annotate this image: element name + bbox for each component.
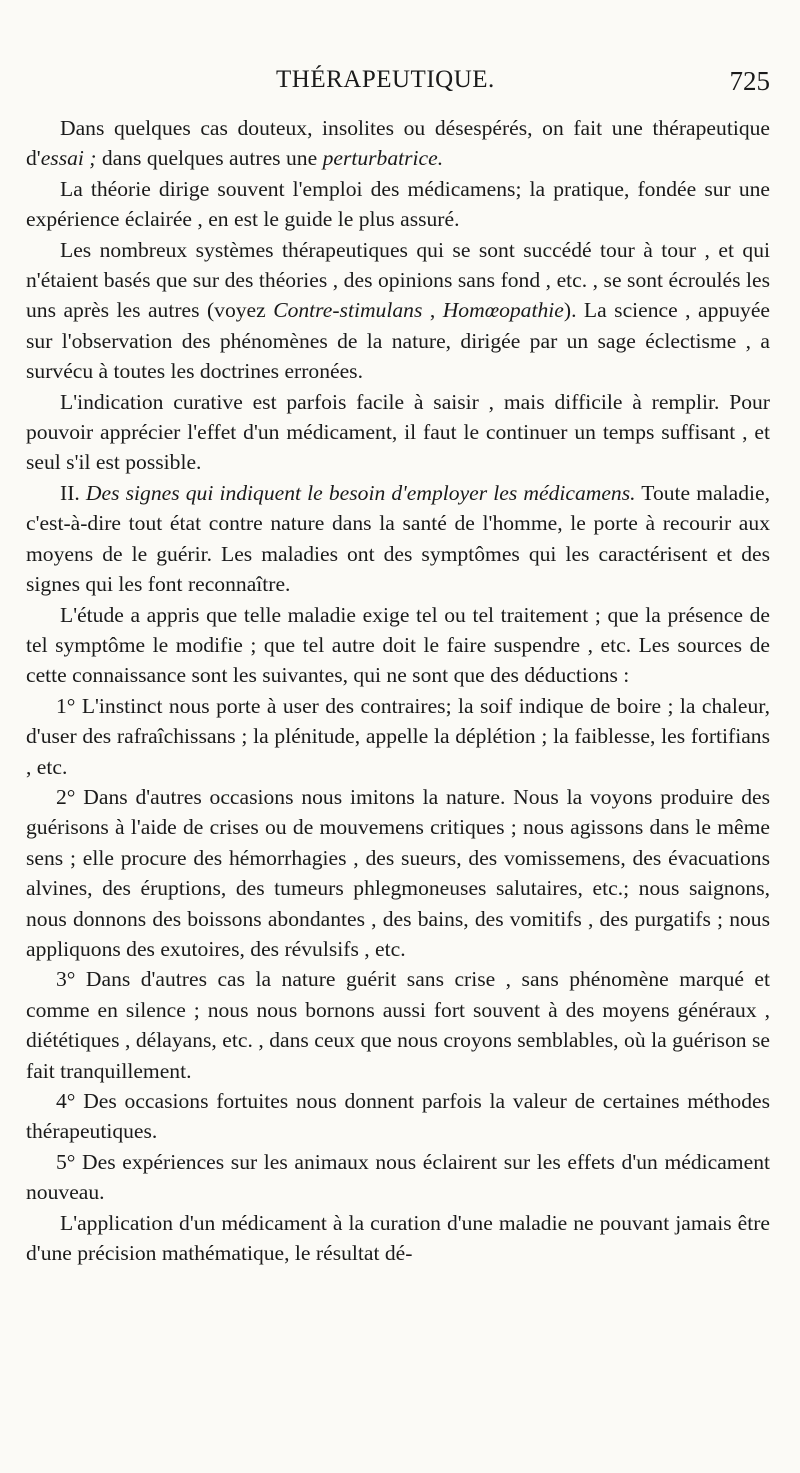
paragraph xyxy=(26,387,770,478)
text-run: L'étude a appris que telle maladie exige tel ou tel traitement ; que la présence de tel symptôme le modifie ; que tel autre doit le faire suspendre , etc. Les sources de cette connaissance sont les suivantes, qui ne sont que des déductions : xyxy=(26,602,770,688)
text-run: , xyxy=(422,298,443,323)
paragraph xyxy=(26,600,770,691)
text-run: 1° L'instinct nous porte à user des contraires; la soif indique de boire ; la chaleur, d'user des rafraîchissans ; la plénitude, appelle la déplétion ; la faiblesse, les fortifians , etc. xyxy=(26,693,770,779)
running-title: THÉRAPEUTIQUE. xyxy=(276,66,495,93)
italic-text: perturbatrice. xyxy=(322,146,444,171)
text-run: La théorie dirige souvent l'emploi des médicamens; la pratique, fondée sur une expérience éclairée , en est le guide le plus assuré. xyxy=(26,176,770,232)
text-run: ). La science , appuyée sur l'observation des phénomènes de la nature, dirigée par un sage éclectisme , a survécu à toutes les doctrines erronées. xyxy=(26,298,770,384)
paragraph xyxy=(26,1208,770,1269)
paragraph xyxy=(26,1147,770,1208)
text-run: Les nombreux systèmes thérapeutiques qui se sont succédé tour à tour , et qui n'étaient basés que sur des théories , des opinions sans fond , etc. , se sont écroulés les uns après les autres (voyez xyxy=(26,237,770,323)
text-run: Toute maladie, c'est-à-dire tout état contre nature dans la santé de l'homme, le porte à recourir aux moyens de le guérir. Les maladies ont des symptômes qui les caractérisent et des signes qui les font reconnaître. xyxy=(26,480,771,597)
body-text xyxy=(26,113,770,1268)
text-run: L'application d'un médicament à la curation d'une maladie ne pouvant jamais être d'une précision mathématique, le résultat dé- xyxy=(26,1210,770,1266)
paragraph xyxy=(26,964,770,1086)
text-run: II. xyxy=(60,480,86,505)
italic-text: Homœopathie xyxy=(442,298,564,323)
text-run: L'indication curative est parfois facile à saisir , mais difficile à remplir. Pour pouvoir apprécier l'effet d'un médicament, il faut le continuer un temps suffisant , et seul s'il est possible. xyxy=(26,389,770,475)
italic-text: essai ; xyxy=(40,146,97,171)
running-head xyxy=(26,66,770,102)
text-run: 5° Des expériences sur les animaux nous éclairent sur les effets d'un médicament nouveau. xyxy=(26,1149,770,1205)
paragraph xyxy=(26,174,770,235)
paragraph xyxy=(26,691,770,782)
paragraph xyxy=(26,235,770,387)
text-run: 2° Dans d'autres occasions nous imitons la nature. Nous la voyons produire des guérisons à l'aide de crises ou de mouvemens critiques ; nous agissons dans le même sens ; elle procure des hémorrhagies , des sueurs, des vomissemens, des évacuations alvines, des éruptions, des tumeurs phlegmoneuses salutaires, etc.; nous saignons, nous donnons des boissons abondantes , des bains, des vomitifs , des purgatifs ; nous appliquons des exutoires, des révulsifs , etc. xyxy=(26,784,770,961)
paragraph xyxy=(26,1086,770,1147)
italic-text: Contre-stimulans xyxy=(273,298,423,323)
text-run: dans quelques autres une xyxy=(96,146,323,171)
text-run: 3° Dans d'autres cas la nature guérit sans crise , sans phénomène marqué et comme en silence ; nous nous bornons aussi fort souvent à des moyens généraux , diététiques , délayans, etc. , dans ceux que nous croyons semblables, où la guérison se fait tranquillement. xyxy=(26,967,770,1083)
page-number: 725 xyxy=(729,66,770,96)
italic-text: Des signes qui indiquent le besoin d'employer les médicamens. xyxy=(85,480,636,505)
paragraph xyxy=(26,478,770,600)
paragraph xyxy=(26,113,770,174)
text-run: Dans quelques cas douteux, insolites ou désespérés, on fait une thérapeutique d' xyxy=(26,116,770,171)
text-run: 4° Des occasions fortuites nous donnent parfois la valeur de certaines méthodes thérapeutiques. xyxy=(26,1089,770,1144)
paragraph xyxy=(26,782,770,964)
